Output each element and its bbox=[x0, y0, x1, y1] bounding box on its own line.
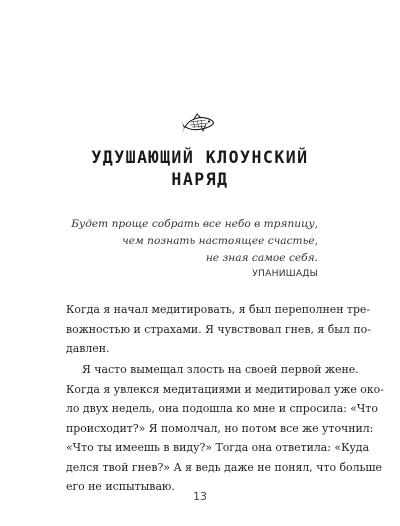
paragraph-1 bbox=[66, 300, 371, 359]
text-line: его не испытываю. bbox=[66, 480, 175, 493]
text-line: ло двух недель, она подошла ко мне и спросила: «Что bbox=[66, 402, 378, 415]
text-line: Я часто вымещал злость на своей первой жене. bbox=[82, 363, 359, 376]
page-number: 13 bbox=[193, 490, 207, 503]
text-line: «Что ты имеешь в виду?» Тогда она ответила: «Куда bbox=[66, 441, 370, 454]
text-line: давлен. bbox=[66, 342, 110, 355]
fish-icon bbox=[182, 112, 216, 134]
text-line: Когда я начал медитировать, я был переполнен тре- bbox=[66, 303, 371, 316]
text-line: происходит?» Я помолчал, но потом все же уточнил: bbox=[66, 421, 374, 435]
chapter-title-line2: НАРЯД bbox=[171, 170, 229, 189]
text-line: вожностью и страхами. Я чувствовал гнев, я был по- bbox=[66, 322, 371, 336]
epigraph-source: УПАНИШАДЫ bbox=[252, 268, 318, 279]
epigraph-line: Будет проще собрать все небо в тряпицу, bbox=[71, 218, 318, 230]
text-line: делся твой гнев?» А я ведь даже не понял, что больше bbox=[66, 460, 383, 474]
paragraph-2 bbox=[66, 360, 384, 497]
chapter-title-line1: УДУШАЮЩИЙ КЛОУНСКИЙ bbox=[91, 148, 309, 167]
epigraph bbox=[71, 216, 318, 267]
text-line: Когда я увлекся медитациями и медитировал уже око- bbox=[66, 382, 384, 396]
epigraph-line: не зная самое себя. bbox=[205, 252, 318, 264]
epigraph-line: чем познать настоящее счастье, bbox=[122, 235, 318, 247]
